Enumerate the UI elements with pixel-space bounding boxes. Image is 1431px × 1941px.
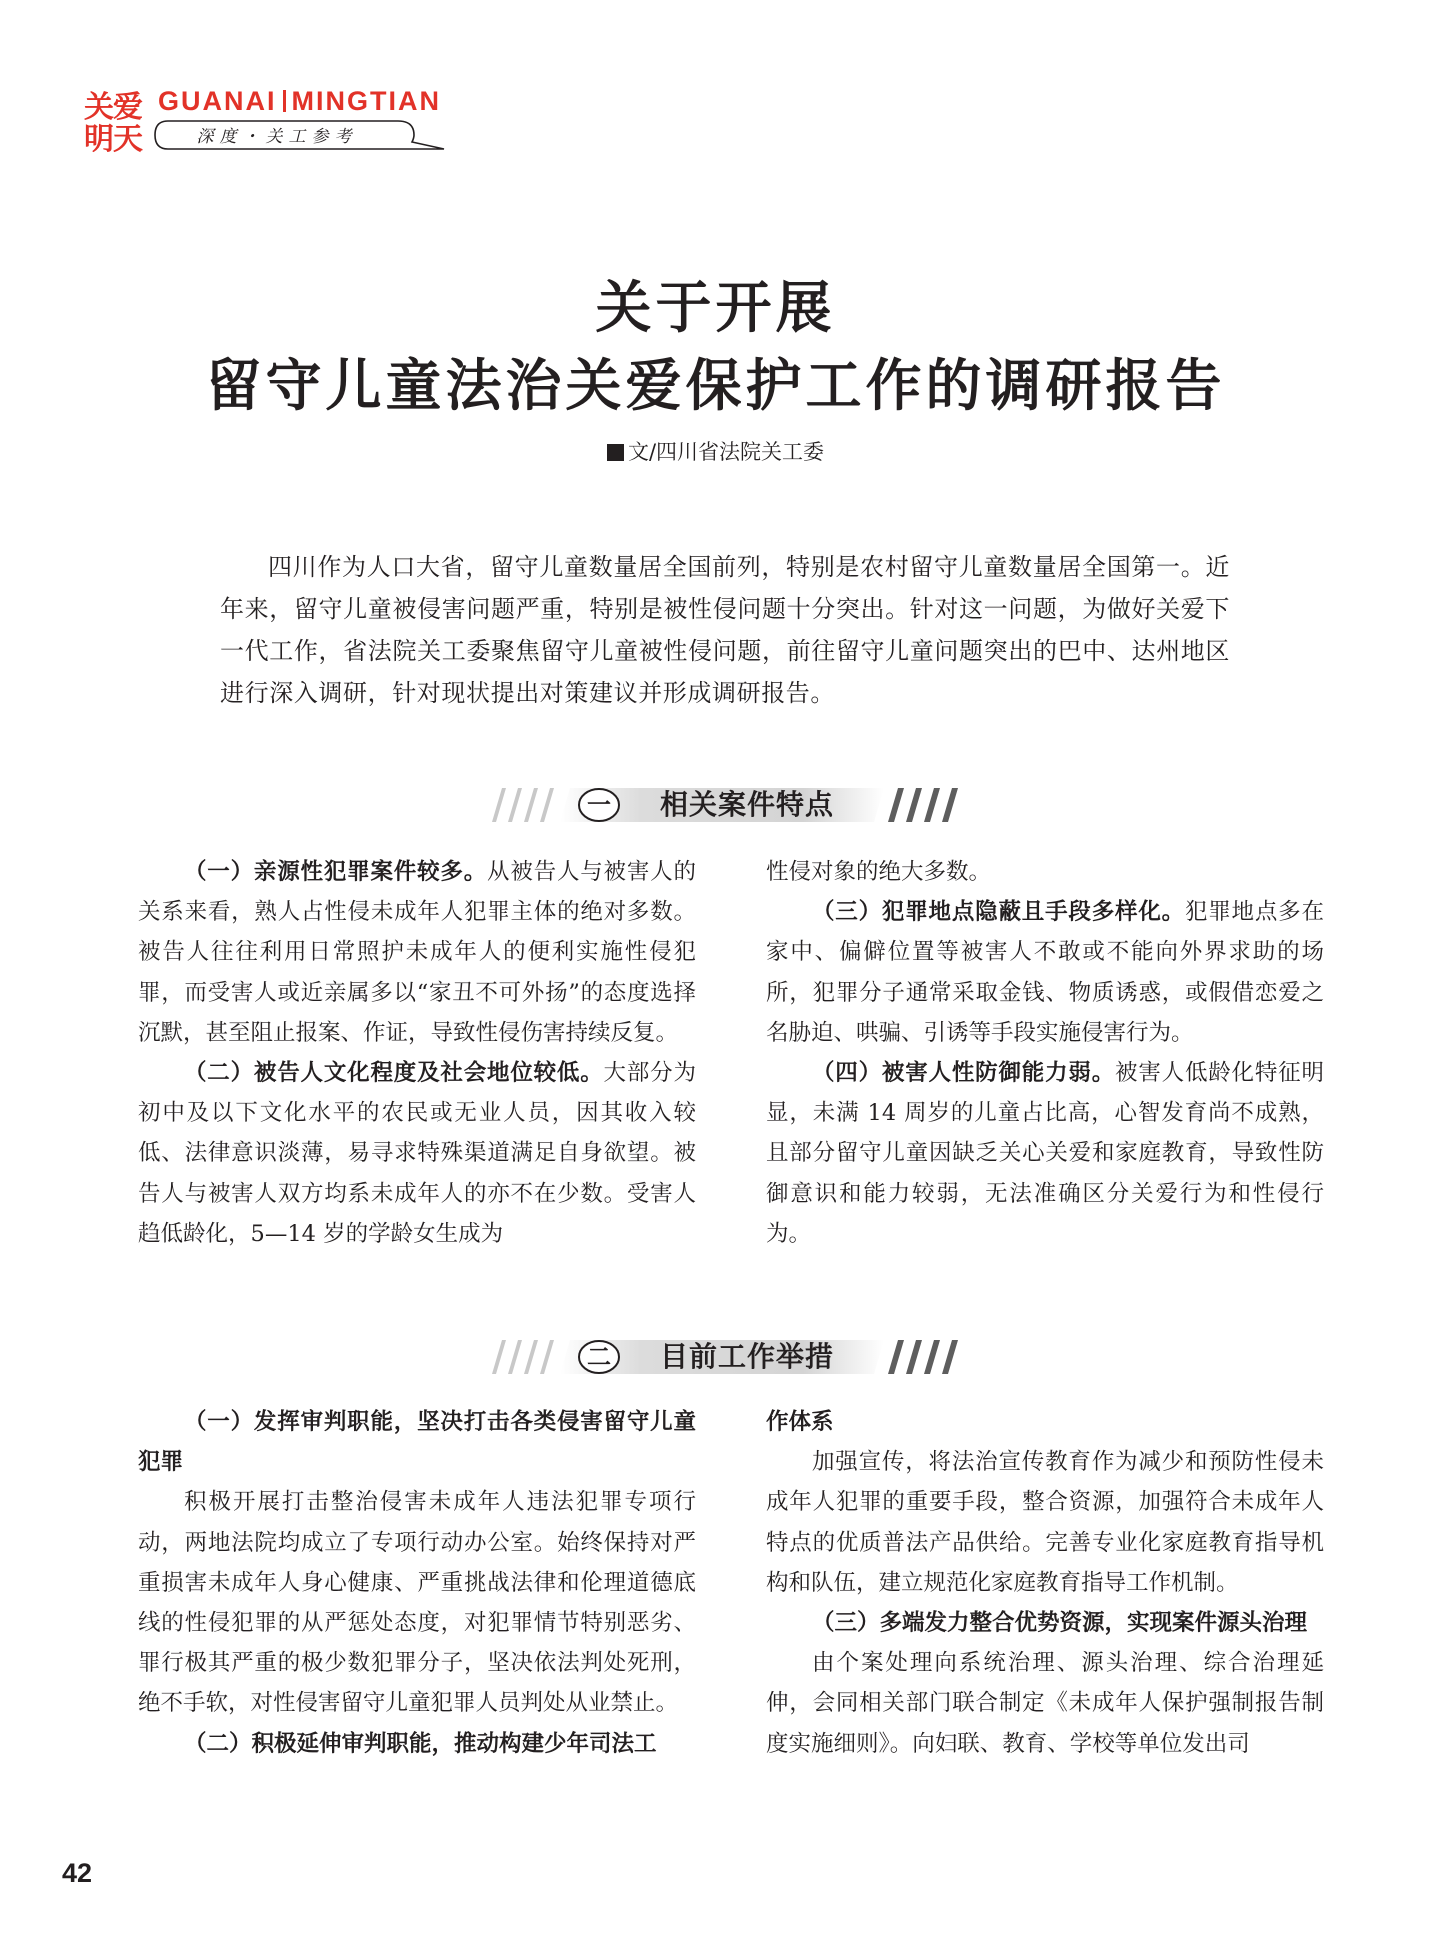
section2-right-column [766, 1402, 1324, 1764]
square-bullet-icon [607, 444, 624, 461]
paragraph-text: 被害人低龄化特征明显，未满 14 周岁的儿童占比高，心智发育尚不成熟，且部分留守儿童因缺乏关心关爱和家庭教育，导致性防御意识和能力较弱，无法准确区分关爱行为和性侵行为。 [766, 1060, 1324, 1247]
article-intro: 四川作为人口大省，留守儿童数量居全国前列，特别是农村留守儿童数量居全国第一。近年来，留守儿童被侵害问题严重，特别是被性侵问题十分突出。针对这一问题，为做好关爱下一代工作，省法院关工委聚焦留守儿童被性侵问题，前往留守儿童问题突出的巴中、达州地区进行深入调研，针对现状提出对策建议并形成调研报告。 [220, 553, 1230, 707]
section-number: 二 [587, 1343, 611, 1371]
brand-logo-english [158, 86, 441, 117]
brand-en-left: GUANAI [158, 86, 277, 116]
paragraph: 积极开展打击整治侵害未成年人违法犯罪专项行动，两地法院均成立了专项行动办公室。始终保持对严重损害未成年人身心健康、严重挑战法律和伦理道德底线的性侵犯罪的从严惩处态度，对犯罪情节特别恶劣、罪行极其严重的极少数犯罪分子，坚决依法判处死刑，绝不手软，对性侵害留守儿童犯罪人员判处从业禁止。 [138, 1489, 696, 1717]
section1-left-column [138, 852, 696, 1254]
column-badge [152, 118, 446, 152]
subheading: （一）发挥审判职能，坚决打击各类侵害留守儿童犯罪 [138, 1409, 696, 1476]
paragraph [138, 1053, 696, 1254]
brand-logo-line1: 关爱 [84, 90, 142, 125]
paragraph [138, 852, 696, 1053]
article-title-line1: 关于开展 [595, 275, 836, 341]
section-title: 相关案件特点 [660, 788, 835, 821]
subheading: （二）积极延伸审判职能，推动构建少年司法工 [184, 1730, 657, 1757]
section2-left-column [138, 1402, 696, 1764]
section-number: 一 [587, 791, 611, 819]
subheading: （一）亲源性犯罪案件较多。 [184, 859, 488, 885]
brand-en-right: MINGTIAN [291, 86, 441, 116]
article-author [0, 436, 1431, 466]
subheading: （四）被害人性防御能力弱。 [812, 1060, 1116, 1087]
paragraph: 由个案处理向系统治理、源头治理、综合治理延伸，会同相关部门联合制定《未成年人保护强制报告制度实施细则》。向妇联、教育、学校等单位发出司 [766, 1650, 1324, 1757]
subheading: （二）被告人文化程度及社会地位较低。 [184, 1060, 604, 1087]
paragraph-continued: 性侵对象的绝大多数。 [766, 859, 992, 885]
brand-separator [283, 90, 286, 112]
paragraph [766, 892, 1324, 1053]
article-title-line2: 留守儿童法治关爱保护工作的调研报告 [205, 353, 1226, 419]
subheading: （三）犯罪地点隐蔽且手段多样化。 [812, 899, 1185, 926]
section-header-2 [480, 1338, 980, 1376]
column-name: 深度・关工参考 [196, 127, 358, 147]
section-header-1 [480, 786, 980, 824]
paragraph-text: 大部分为初中及以下文化水平的农民或无业人员，因其收入较低、法律意识淡薄，易寻求特殊渠道满足自身欲望。被告人与被害人双方均系未成年人的亦不在少数。受害人趋低龄化，5—14 岁的学龄女生成为 [138, 1060, 696, 1247]
section1-right-column [766, 852, 1324, 1254]
paragraph-text: 从被告人与被害人的关系来看，熟人占性侵未成年人犯罪主体的绝对多数。被告人往往利用日常照护未成年人的便利实施性侵犯罪，而受害人或近亲属多以“家丑不可外扬”的态度选择沉默，甚至阻止报案、作证，导致性侵伤害持续反复。 [138, 859, 696, 1046]
brand-logo-chinese [84, 92, 142, 156]
page-number: 42 [62, 1858, 93, 1888]
paragraph [766, 1053, 1324, 1254]
brand-logo-line2: 明天 [84, 122, 142, 157]
subheading-continued: 作体系 [766, 1409, 834, 1435]
author-text: 文/四川省法院关工委 [627, 440, 825, 464]
paragraph-text: 犯罪地点多在家中、偏僻位置等被害人不敢或不能向外界求助的场所，犯罪分子通常采取金钱、物质诱惑，或假借恋爱之名胁迫、哄骗、引诱等手段实施侵害行为。 [766, 899, 1324, 1046]
subheading: （三）多端发力整合优势资源，实现案件源头治理 [812, 1610, 1308, 1637]
section-title: 目前工作举措 [660, 1340, 835, 1373]
paragraph: 加强宣传，将法治宣传教育作为减少和预防性侵未成年人犯罪的重要手段，整合资源，加强符合未成年人特点的优质普法产品供给。完善专业化家庭教育指导机构和队伍，建立规范化家庭教育指导工作机制。 [766, 1449, 1324, 1596]
